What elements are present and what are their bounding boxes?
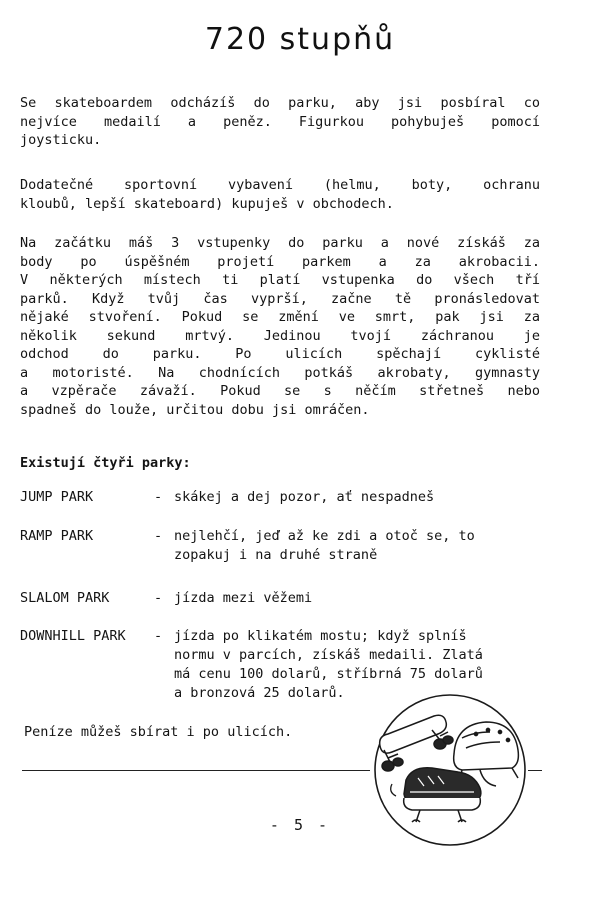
rules-line-10: spadneš do louže, určitou dobu jsi omráčen. xyxy=(20,401,370,418)
park-description xyxy=(154,589,540,608)
intro-line-1: Se skateboardem odcházíš do parku, aby jsi posbíral co xyxy=(20,95,540,111)
closing-sentence: Peníze můžeš sbírat i po ulicích. xyxy=(24,724,293,740)
park-name: SLALOM PARK xyxy=(20,590,110,606)
park-description-line: jízda mezi věžemi xyxy=(174,590,313,606)
park-description-line: zopakuj i na druhé straně xyxy=(174,547,378,563)
park-dash: - xyxy=(154,628,163,644)
park-name: DOWNHILL PARK xyxy=(20,628,126,644)
park-dash: - xyxy=(154,528,163,544)
parks-heading: Existují čtyři parky: xyxy=(20,455,191,471)
rules-line-1: Na začátku máš 3 vstupenky do parku a nové získáš za xyxy=(20,235,540,251)
page-number: - 5 - xyxy=(269,816,331,834)
park-description xyxy=(154,527,540,565)
park-description xyxy=(154,488,540,507)
rules-line-3: V některých místech ti platí vstupenka do všech tří xyxy=(20,272,540,288)
park-name: JUMP PARK xyxy=(20,489,94,505)
footer-rule xyxy=(22,770,370,771)
park-description-line: má cenu 100 dolarů, stříbrná 75 dolarů xyxy=(174,666,483,682)
park-dash: - xyxy=(154,590,163,606)
intro-paragraph xyxy=(20,94,540,150)
rules-line-8: a motoristé. Na chodnících potkáš akrobaty, gymnasty xyxy=(20,364,540,381)
rules-line-2: body po úspěšném projetí parkem a za akrobacii. xyxy=(20,253,540,270)
park-description-line: jízda po klikatém mostu; když splníš xyxy=(174,628,467,644)
park-name: RAMP PARK xyxy=(20,528,94,544)
equipment-line-2: kloubů, lepší skateboard) kupuješ v obchodech. xyxy=(20,195,394,212)
rules-paragraph xyxy=(20,234,540,419)
rules-line-5: nějaké stvoření. Pokud se změní ve smrt, pak jsi za xyxy=(20,309,540,325)
page-title: 720 stupňů xyxy=(204,22,396,57)
equipment-line-1: Dodatečné sportovní vybavení (helmu, boty, ochranu xyxy=(20,177,540,193)
equipment-paragraph xyxy=(20,176,540,213)
park-description-line: nejlehčí, jeď až ke zdi a otoč se, to xyxy=(174,528,475,544)
park-dash: - xyxy=(154,489,163,505)
rules-line-9: a vzpěrače závaží. Pokud se s něčím střetneš nebo xyxy=(20,383,540,399)
park-description-line: skákej a dej pozor, ať nespadneš xyxy=(174,489,435,505)
rules-line-6: několik sekund mrtvý. Jedinou tvojí záchranou je xyxy=(20,327,540,344)
intro-line-3: joysticku. xyxy=(20,132,102,148)
rules-line-7: odchod do parku. Po ulicích spěchají cyklisté xyxy=(20,346,540,362)
rules-line-4: parků. Když tvůj čas vyprší, začne tě pronásledovat xyxy=(20,290,540,307)
sneaker-icon xyxy=(404,768,481,822)
park-description-line: normu v parcích, získáš medaili. Zlatá xyxy=(174,647,483,663)
park-description-line: a bronzová 25 dolarů. xyxy=(174,685,345,701)
intro-line-2: nejvíce medailí a peněz. Figurkou pohybuješ pomocí xyxy=(20,113,540,130)
